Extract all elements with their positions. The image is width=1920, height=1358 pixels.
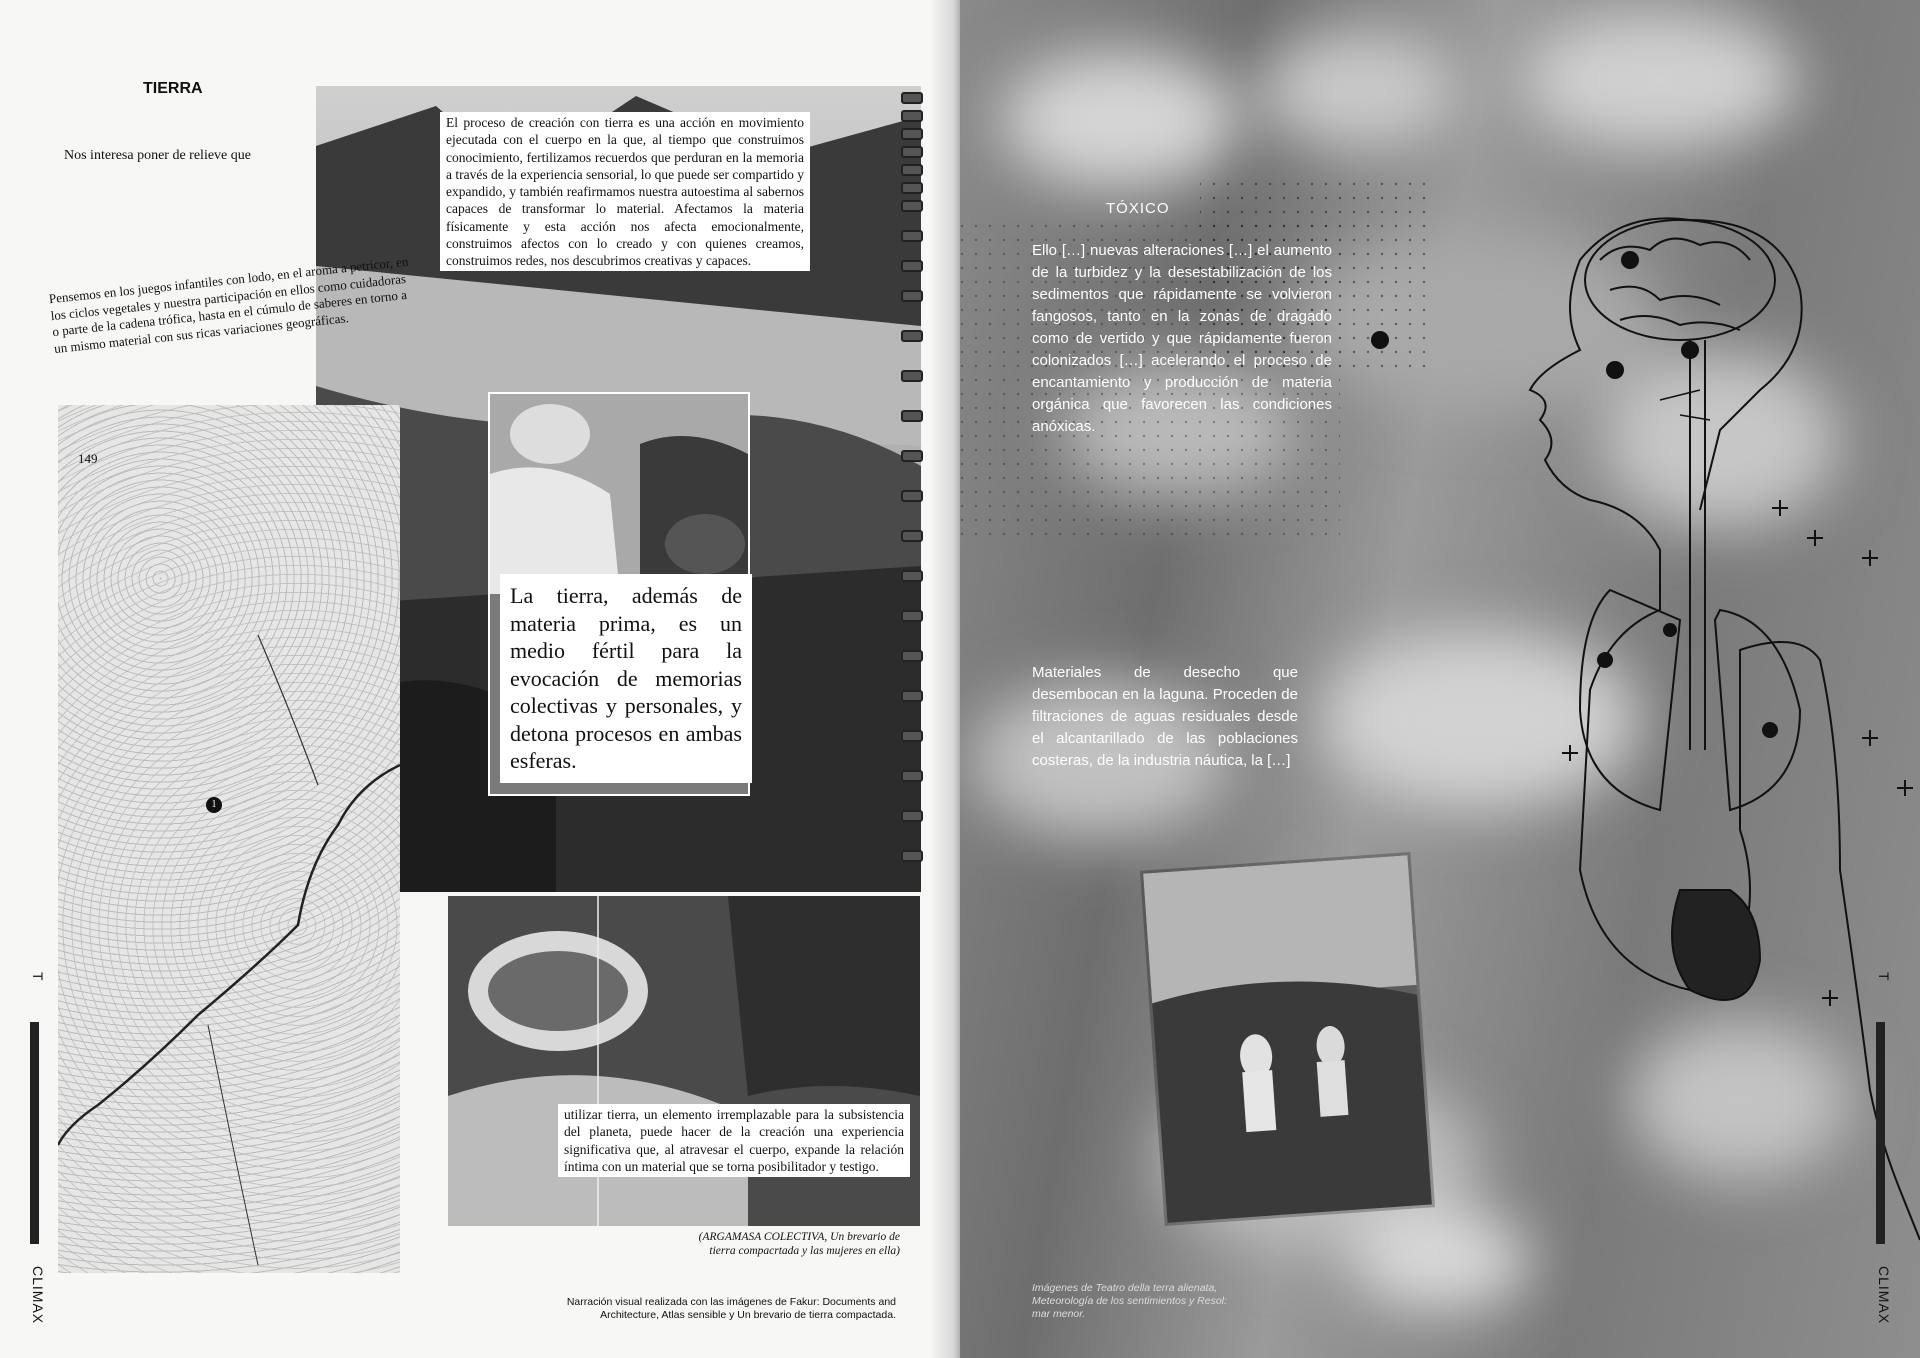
text-juegos-infantiles: Pensemos en los juegos infantiles con lodo, en el aroma a petricor, en los ciclos vegetales y nuestra participación en ellos como cuidadoras o parte de la cadena trófica, hasta en el cúmulo de saberes en torno a un mismo material con sus ricas variaciones geográficas.: [48, 253, 409, 356]
text-ello-alteraciones: Ello […] nuevas alteraciones […] el aumento de la turbidez y la desestabilización de los sedimentos que rápidamente se volvieron fangosos, tanto en la zonas de dragado como de vertido y que rápidamente fueron colonizados […] acelerando el proceso de encantamiento y producción de materia orgánica que favorecen las condiciones anóxicas.: [1032, 242, 1332, 435]
section-title-toxico: TÓXICO: [1106, 200, 1170, 217]
text-proceso-creacion: El proceso de creación con tierra es una acción en movimiento ejecutada con el cuerpo en la que, al tiempo que construimos conocimiento, fertilizamos recuerdos que perduran en la memoria a través de la experiencia sensorial, lo que puede ser compartido y expandido, y también reafirmamos nuestra autoestima al sabernos capaces de transformar lo material. Afectamos la materia físicamente y esta acción nos afecta emocionalmente, construimos afectos con lo creado y con quienes creamos, construimos redes, nos descubrimos creativas y capaces.: [440, 112, 810, 271]
quote-tierra: La tierra, además de materia prima, es un medio fértil para la evocación de memorias colectivas y personales, y detona procesos en ambas esferas.: [500, 574, 752, 783]
intro-text: Nos interesa poner de relieve que: [64, 148, 251, 163]
credits-right: Imágenes de Teatro della terra alienata, Meteorología de los sentimientos y Resol: mar menor.: [1032, 1282, 1227, 1320]
caption-argamasa: (ARGAMASA COLECTIVA, Un brevario de tierra compacrtada y las mujeres en ella): [698, 1231, 900, 1257]
hazmat-illustration: [1143, 855, 1432, 1223]
human-body-diagram: [1360, 190, 1920, 1290]
map-number: 149: [78, 451, 98, 466]
topographic-map: [58, 405, 400, 1273]
side-bar-left: [30, 1022, 39, 1244]
text-materiales-desecho: Materiales de desecho que desembocan en la laguna. Proceden de filtraciones de aguas residuales desde el alcantarillado de las poblaciones costeras, de la industria náutica, la […]: [1032, 664, 1298, 769]
right-page: [960, 0, 1920, 1358]
map-rivers: [58, 405, 400, 1273]
side-letter-left: T: [30, 972, 46, 982]
side-magazine-left: CLIMAX: [30, 1266, 46, 1325]
credits-left: Narración visual realizada con las imágenes de Fakur: Documents and Architecture, Atlas sensible y Un brevario de tierra compactada.: [566, 1296, 896, 1321]
side-bar-right: [1876, 1022, 1885, 1244]
side-letter-right: T: [1876, 972, 1892, 982]
side-magazine-right: CLIMAX: [1876, 1266, 1892, 1325]
map-marker-number: 1: [211, 799, 217, 810]
hazmat-workers-photo: [1143, 855, 1432, 1223]
text-utilizar-tierra: utilizar tierra, un elemento irremplazable para la subsistencia del planeta, puede hacer de la creación una experiencia significativa que, al atravesar el cuerpo, expande la relación íntima con un material que se torna posibilitador y testigo.: [558, 1104, 910, 1177]
map-location-marker: [206, 797, 222, 813]
section-title-tierra: TIERRA: [143, 80, 203, 97]
